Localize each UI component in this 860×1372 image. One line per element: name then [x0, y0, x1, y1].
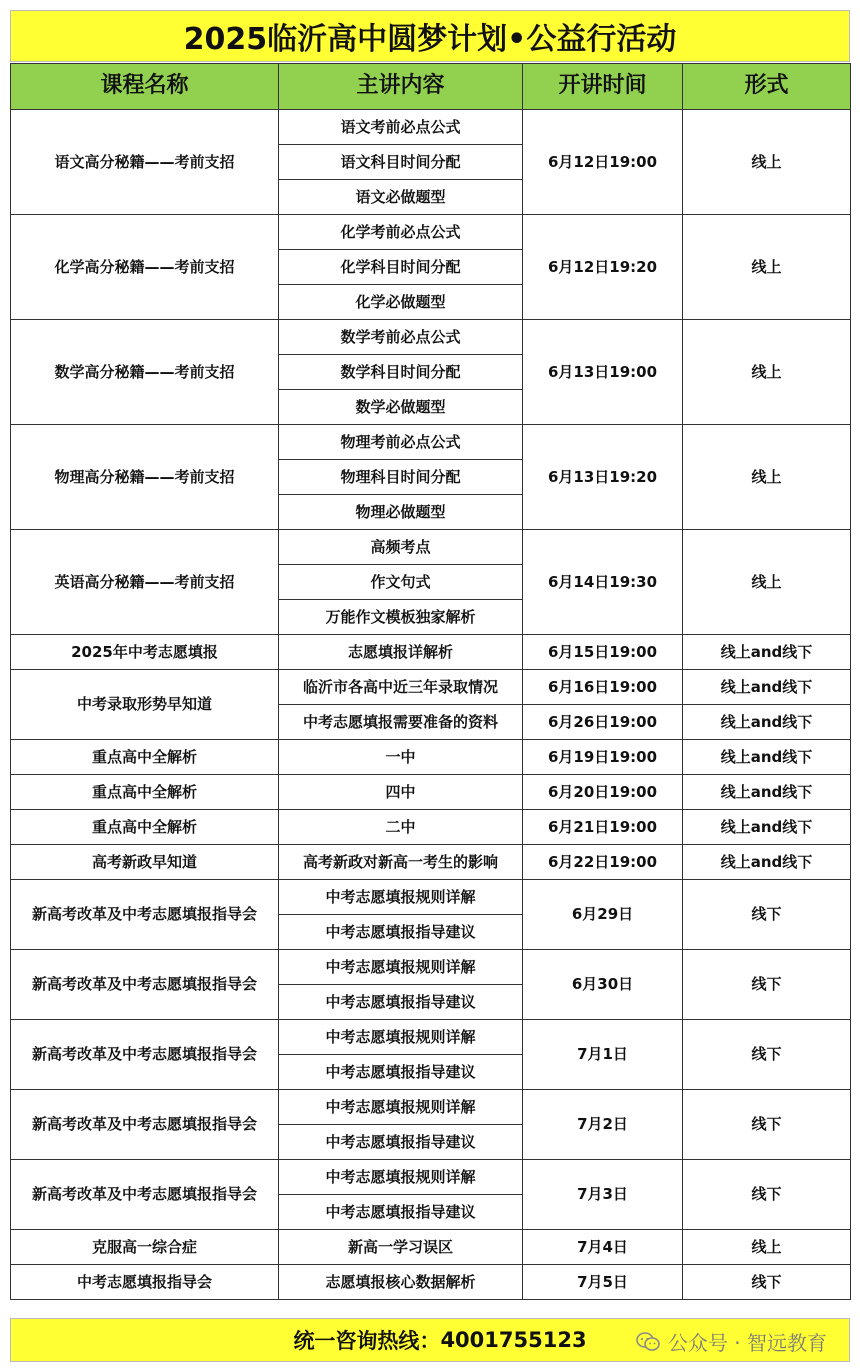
content-cell: 物理科目时间分配	[279, 460, 523, 495]
content-cell: 语文考前必点公式	[279, 110, 523, 145]
table-row	[11, 1020, 851, 1055]
content-cell: 志愿填报核心数据解析	[279, 1265, 523, 1300]
course-name-cell: 新高考改革及中考志愿填报指导会	[11, 880, 279, 950]
course-name-cell: 中考志愿填报指导会	[11, 1265, 279, 1300]
table-row	[11, 215, 851, 250]
format-cell: 线下	[683, 1265, 851, 1300]
content-cell: 中考志愿填报指导建议	[279, 1125, 523, 1160]
course-name-cell: 新高考改革及中考志愿填报指导会	[11, 1090, 279, 1160]
content-cell: 中考志愿填报规则详解	[279, 950, 523, 985]
table-row	[11, 950, 851, 985]
course-schedule-table	[10, 63, 851, 1300]
content-cell: 数学考前必点公式	[279, 320, 523, 355]
table-body	[11, 110, 851, 1300]
table-row	[11, 1230, 851, 1265]
content-cell: 一中	[279, 740, 523, 775]
course-name-cell: 新高考改革及中考志愿填报指导会	[11, 1160, 279, 1230]
wechat-icon	[636, 1331, 660, 1353]
table-row	[11, 635, 851, 670]
course-name-cell: 重点高中全解析	[11, 775, 279, 810]
format-cell: 线上	[683, 320, 851, 425]
course-name-cell: 新高考改革及中考志愿填报指导会	[11, 950, 279, 1020]
content-cell: 中考志愿填报规则详解	[279, 1020, 523, 1055]
content-cell: 志愿填报详解析	[279, 635, 523, 670]
header-course-name: 课程名称	[11, 64, 279, 110]
course-name-cell: 数学高分秘籍——考前支招	[11, 320, 279, 425]
poster-title: 2025临沂高中圆梦计划•公益行活动	[10, 10, 850, 62]
time-cell: 6月15日19:00	[523, 635, 683, 670]
table-row	[11, 320, 851, 355]
format-cell: 线上	[683, 530, 851, 635]
header-time: 开讲时间	[523, 64, 683, 110]
hotline-label: 统一咨询热线：	[293, 1329, 441, 1353]
content-cell: 二中	[279, 810, 523, 845]
course-name-cell: 语文高分秘籍——考前支招	[11, 110, 279, 215]
header-format: 形式	[683, 64, 851, 110]
table-row	[11, 775, 851, 810]
format-cell: 线下	[683, 1020, 851, 1090]
course-name-cell: 中考录取形势早知道	[11, 670, 279, 740]
time-cell: 6月13日19:20	[523, 425, 683, 530]
table-header-row	[11, 64, 851, 110]
format-cell: 线上and线下	[683, 635, 851, 670]
content-cell: 中考志愿填报指导建议	[279, 1195, 523, 1230]
time-cell: 6月13日19:00	[523, 320, 683, 425]
content-cell: 临沂市各高中近三年录取情况	[279, 670, 523, 705]
course-name-cell: 2025年中考志愿填报	[11, 635, 279, 670]
format-cell: 线上	[683, 215, 851, 320]
table-row	[11, 1160, 851, 1195]
watermark-text: 公众号 · 智远教育	[667, 1331, 827, 1355]
table-row	[11, 740, 851, 775]
content-cell: 语文科目时间分配	[279, 145, 523, 180]
time-cell: 7月1日	[523, 1020, 683, 1090]
course-name-cell: 克服高一综合症	[11, 1230, 279, 1265]
header-content: 主讲内容	[279, 64, 523, 110]
time-cell: 6月22日19:00	[523, 845, 683, 880]
course-name-cell: 高考新政早知道	[11, 845, 279, 880]
content-cell: 化学科目时间分配	[279, 250, 523, 285]
content-cell: 中考志愿填报指导建议	[279, 1055, 523, 1090]
format-cell: 线上and线下	[683, 810, 851, 845]
content-cell: 化学考前必点公式	[279, 215, 523, 250]
time-cell: 6月20日19:00	[523, 775, 683, 810]
format-cell: 线上and线下	[683, 845, 851, 880]
course-name-cell: 重点高中全解析	[11, 810, 279, 845]
content-cell: 四中	[279, 775, 523, 810]
content-cell: 中考志愿填报指导建议	[279, 985, 523, 1020]
table-row	[11, 1265, 851, 1300]
format-cell: 线上and线下	[683, 775, 851, 810]
time-cell: 6月12日19:00	[523, 110, 683, 215]
format-cell: 线上and线下	[683, 670, 851, 705]
format-cell: 线下	[683, 1160, 851, 1230]
table-row	[11, 845, 851, 880]
content-cell: 新高一学习误区	[279, 1230, 523, 1265]
format-cell: 线下	[683, 1090, 851, 1160]
content-cell: 高频考点	[279, 530, 523, 565]
content-cell: 数学科目时间分配	[279, 355, 523, 390]
content-cell: 高考新政对新高一考生的影响	[279, 845, 523, 880]
table-row	[11, 810, 851, 845]
course-name-cell: 新高考改革及中考志愿填报指导会	[11, 1020, 279, 1090]
course-name-cell: 重点高中全解析	[11, 740, 279, 775]
content-cell: 中考志愿填报规则详解	[279, 880, 523, 915]
format-cell: 线下	[683, 880, 851, 950]
format-cell: 线上	[683, 110, 851, 215]
table-row	[11, 110, 851, 145]
content-cell: 数学必做题型	[279, 390, 523, 425]
table-row	[11, 425, 851, 460]
format-cell: 线上and线下	[683, 740, 851, 775]
time-cell: 6月26日19:00	[523, 705, 683, 740]
time-cell: 7月5日	[523, 1265, 683, 1300]
format-cell: 线上	[683, 1230, 851, 1265]
content-cell: 化学必做题型	[279, 285, 523, 320]
time-cell: 6月12日19:20	[523, 215, 683, 320]
footer-bar	[10, 1318, 850, 1362]
watermark	[636, 1327, 827, 1356]
course-name-cell: 化学高分秘籍——考前支招	[11, 215, 279, 320]
time-cell: 6月29日	[523, 880, 683, 950]
table-row	[11, 880, 851, 915]
content-cell: 作文句式	[279, 565, 523, 600]
time-cell: 6月19日19:00	[523, 740, 683, 775]
content-cell: 语文必做题型	[279, 180, 523, 215]
content-cell: 物理考前必点公式	[279, 425, 523, 460]
format-cell: 线上	[683, 425, 851, 530]
course-name-cell: 物理高分秘籍——考前支招	[11, 425, 279, 530]
table-row	[11, 670, 851, 705]
time-cell: 6月21日19:00	[523, 810, 683, 845]
content-cell: 物理必做题型	[279, 495, 523, 530]
format-cell: 线下	[683, 950, 851, 1020]
time-cell: 7月2日	[523, 1090, 683, 1160]
time-cell: 6月14日19:30	[523, 530, 683, 635]
time-cell: 7月3日	[523, 1160, 683, 1230]
table-row	[11, 1090, 851, 1125]
content-cell: 中考志愿填报规则详解	[279, 1090, 523, 1125]
content-cell: 中考志愿填报规则详解	[279, 1160, 523, 1195]
content-cell: 中考志愿填报指导建议	[279, 915, 523, 950]
time-cell: 7月4日	[523, 1230, 683, 1265]
time-cell: 6月16日19:00	[523, 670, 683, 705]
format-cell: 线上and线下	[683, 705, 851, 740]
content-cell: 万能作文模板独家解析	[279, 600, 523, 635]
table-row	[11, 530, 851, 565]
hotline-number: 4001755123	[440, 1328, 587, 1352]
course-name-cell: 英语高分秘籍——考前支招	[11, 530, 279, 635]
time-cell: 6月30日	[523, 950, 683, 1020]
content-cell: 中考志愿填报需要准备的资料	[279, 705, 523, 740]
